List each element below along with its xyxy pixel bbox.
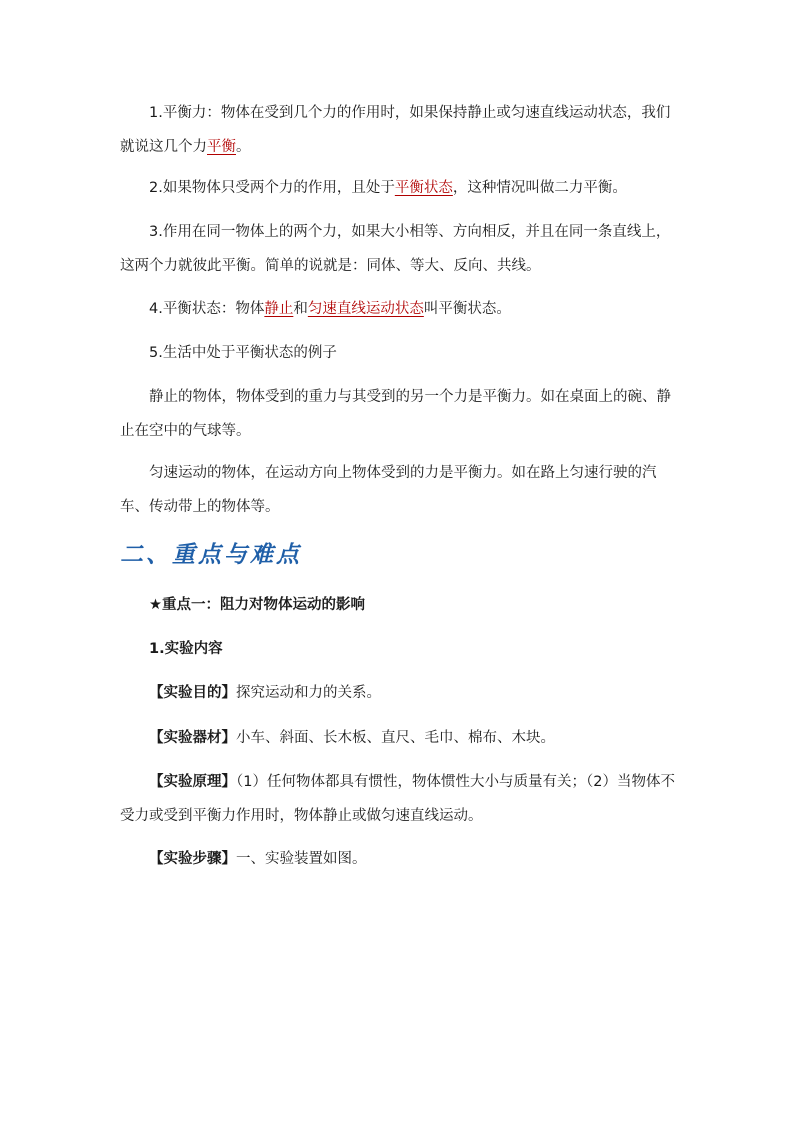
example-static: 静止的物体，物体受到的重力与其受到的另一个力是平衡力。如在桌面上的碗、静止在空中的气球等。 bbox=[120, 389, 671, 439]
term-uniform-motion[interactable]: 匀速直线运动状态 bbox=[307, 301, 424, 317]
experiment-steps bbox=[120, 842, 676, 876]
item-4-end: 叫平衡状态。 bbox=[423, 301, 511, 317]
item-1 bbox=[120, 96, 676, 164]
example-uniform: 匀速运动的物体，在运动方向上物体受到的力是平衡力。如在路上匀速行驶的汽车、传动带上的物体等。 bbox=[120, 465, 657, 515]
purpose-label: 【实验目的】 bbox=[149, 685, 236, 701]
item-4-and: 和 bbox=[293, 301, 308, 317]
experiment-equipment bbox=[120, 721, 676, 755]
section-heading: 二、重点与难点 bbox=[120, 541, 302, 568]
experiment-principle bbox=[120, 765, 676, 833]
item-2-text: 2.如果物体只受两个力的作用，且处于 bbox=[149, 180, 395, 196]
equipment-text: 小车、斜面、长木板、直尺、毛巾、棉布、木块。 bbox=[236, 730, 555, 746]
item-4-text: 4.平衡状态：物体 bbox=[149, 301, 265, 317]
equipment-label: 【实验器材】 bbox=[149, 730, 236, 746]
item-1-text: 1.平衡力：物体在受到几个力的作用时，如果保持静止或匀速直线运动状态，我们就说这几个力 bbox=[120, 105, 671, 155]
item-5: 5.生活中处于平衡状态的例子 bbox=[149, 345, 337, 361]
key-point-title: ★重点一：阻力对物体运动的影响 bbox=[149, 597, 365, 613]
subsection-title: 1.实验内容 bbox=[149, 641, 223, 657]
item-2 bbox=[120, 171, 676, 205]
principle-label: 【实验原理】 bbox=[149, 774, 236, 790]
term-balance[interactable]: 平衡 bbox=[207, 139, 236, 155]
item-4 bbox=[120, 292, 676, 326]
experiment-purpose bbox=[120, 676, 676, 710]
purpose-text: 探究运动和力的关系。 bbox=[236, 685, 381, 701]
item-2-end: ，这种情况叫做二力平衡。 bbox=[452, 180, 627, 196]
steps-label: 【实验步骤】 bbox=[149, 851, 236, 867]
term-balance-state[interactable]: 平衡状态 bbox=[394, 180, 453, 196]
term-static[interactable]: 静止 bbox=[264, 301, 294, 317]
principle-text: （1）任何物体都具有惯性，物体惯性大小与质量有关；（2）当物体不受力或受到平衡力作用时，物体静止或做匀速直线运动。 bbox=[120, 774, 675, 824]
steps-text: 一、实验装置如图。 bbox=[236, 851, 367, 867]
item-3: 3.作用在同一物体上的两个力，如果大小相等、方向相反，并且在同一条直线上，这两个力就彼此平衡。简单的说就是：同体、等大、反向、共线。 bbox=[120, 224, 671, 274]
item-1-end: 。 bbox=[236, 139, 251, 155]
